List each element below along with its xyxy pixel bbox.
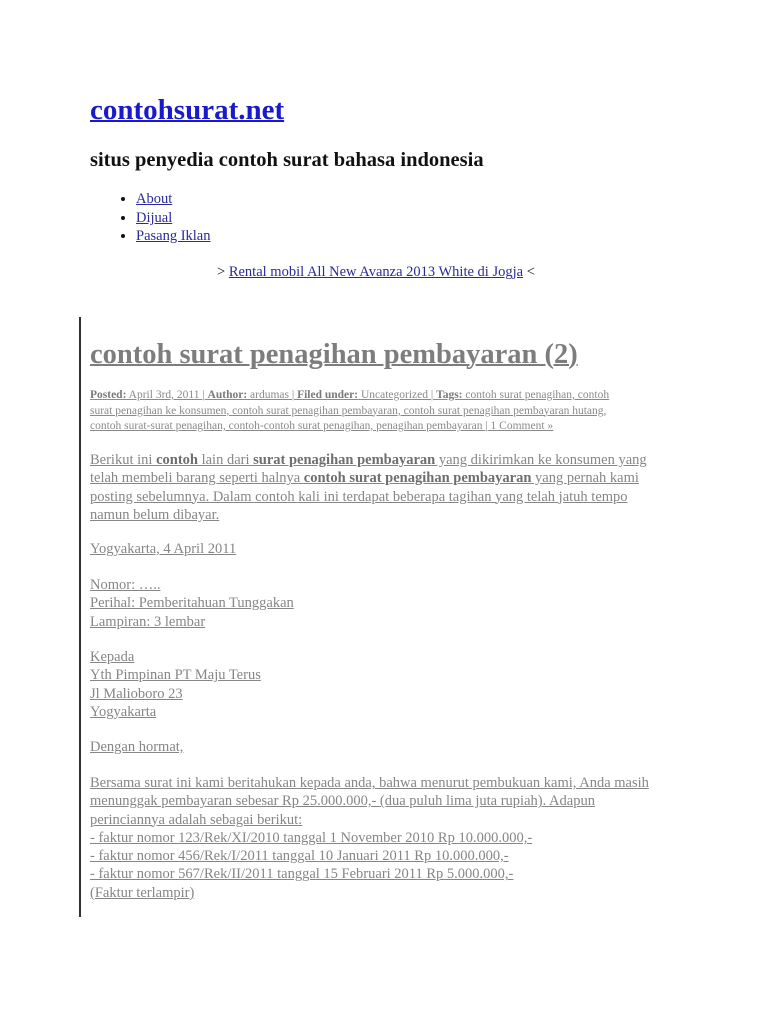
site-tagline: situs penyedia contoh surat bahasa indonesia: [90, 149, 484, 171]
promo-prefix: >: [217, 264, 226, 280]
letter-lampiran: Lampiran: 3 lembar: [90, 613, 206, 630]
tag-links-line-2[interactable]: surat penagihan ke konsumen, contoh surat penagihan pembayaran, contoh surat penagihan pembayaran hutang,: [90, 404, 607, 417]
nav-item-about: [136, 190, 211, 209]
tags-label: Tags:: [436, 389, 463, 401]
post-title: [90, 337, 578, 373]
promo-suffix: <: [526, 264, 535, 280]
post-title-link[interactable]: contoh surat penagihan pembayaran (2): [90, 339, 578, 370]
letter-header-fields: [90, 576, 690, 631]
post-meta: [90, 388, 670, 435]
nav-link-dijual[interactable]: Dijual: [136, 209, 173, 226]
nav-link-pasang-iklan[interactable]: Pasang Iklan: [136, 228, 211, 245]
tag-links-line-1[interactable]: contoh surat penagihan, contoh: [465, 389, 610, 401]
posted-date: April 3rd, 2011: [128, 389, 200, 401]
site-title: [90, 92, 284, 128]
invoice-line: - faktur nomor 456/Rek/I/2011 tanggal 10 Januari 2011 Rp 10.000.000,-: [90, 848, 509, 865]
letter-nomor: Nomor: …..: [90, 577, 161, 593]
promo-link[interactable]: Rental mobil All New Avanza 2013 White di Jogja: [228, 264, 524, 280]
nav-item-pasang-iklan: [136, 227, 211, 246]
nav-link-about[interactable]: About: [136, 191, 173, 207]
author-link[interactable]: ardumas: [250, 389, 290, 401]
posted-label: Posted:: [90, 389, 127, 401]
tag-links-line-3[interactable]: contoh surat-surat penagihan, contoh-contoh surat penagihan, penagihan pembayaran: [90, 420, 483, 432]
attachment-note: (Faktur terlampir): [90, 884, 195, 901]
filed-under-label: Filed under:: [297, 389, 359, 401]
nav-menu: [110, 190, 211, 246]
post-meta-line-2: [90, 404, 670, 420]
invoice-line: - faktur nomor 123/Rek/XI/2010 tanggal 1 November 2010 Rp 10.000.000,-: [90, 829, 533, 846]
promo-banner: [217, 262, 535, 282]
letter-body: Bersama surat ini kami beritahukan kepada anda, bahwa menurut pembukuan kami, Anda masih menunggak pembayaran sebesar Rp 25.000.000,- (dua puluh lima juta rupiah). Adapun perinciannya adalah sebagai berikut: - faktur nomor 123/Rek/XI/2010 tanggal 1 November 2010 Rp 10.000.000,- - faktur nomor 456/Rek/I/2011 tanggal 10 Januari 2011 Rp 10.000.000,- - faktur nomor 567/Rek/II/2011 tanggal 15 Februari 2011 Rp 5.000.000,- (Faktur terlampir): [90, 775, 649, 901]
comments-link[interactable]: 1 Comment »: [490, 420, 554, 432]
site-title-link[interactable]: contohsurat.net: [90, 94, 285, 126]
author-label: Author:: [207, 389, 248, 401]
letter-greeting: Dengan hormat,: [90, 739, 184, 755]
post-intro: Berikut ini contoh lain dari surat penagihan pembayaran yang dikirimkan ke konsumen yang telah membeli barang seperti halnya contoh surat penagihan pembayaran yang pernah kami posting sebelumnya. Dalam contoh kali ini terdapat beberapa tagihan yang telah jatuh tempo namun belum dibayar.: [90, 452, 647, 523]
letter-place-date: Yogyakarta, 4 April 2011: [90, 541, 237, 557]
letter-perihal: Perihal: Pemberitahuan Tunggakan: [90, 595, 294, 612]
nav-item-dijual: [136, 209, 211, 228]
letter-recipient: Kepada Yth Pimpinan PT Maju Terus Jl Malioboro 23 Yogyakarta: [90, 649, 261, 720]
post-meta-line-3: contoh surat-surat penagihan, contoh-contoh surat penagihan, penagihan pembayaran | 1 Comment »: [90, 420, 554, 432]
category-link[interactable]: Uncategorized: [360, 389, 429, 401]
invoice-line: - faktur nomor 567/Rek/II/2011 tanggal 15 Februari 2011 Rp 5.000.000,-: [90, 866, 514, 883]
post-meta-line-1: Posted: April 3rd, 2011 | Author: ardumas | Filed under: Uncategorized | Tags: contoh surat penagihan, contoh: [90, 389, 610, 401]
content-left-border: [79, 317, 81, 917]
